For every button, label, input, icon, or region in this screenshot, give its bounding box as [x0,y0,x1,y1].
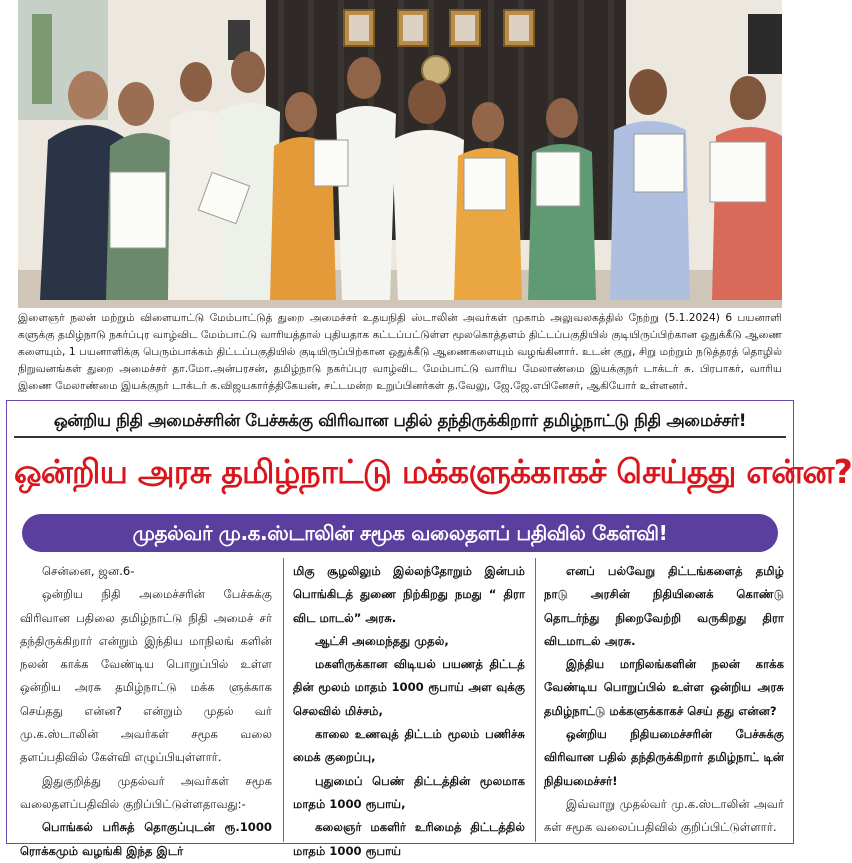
news-photo [18,0,782,308]
paragraph: இதுகுறித்து முதல்வர் அவர்கள் சமூக வலைதளப்பதிவில் குறிப்பிட்டுள்ளதாவது:- [20,773,272,811]
group-photo-illustration [18,0,782,308]
article-banner: முதல்வர் மு.க.ஸ்டாலின் சமூக வலைதளப் பதிவில் கேள்வி! [22,514,778,552]
article-column-2 [293,560,525,858]
paragraph: இவ்வாறு முதல்வர் மு.க.ஸ்டாலின் அவர் கள் சமூக வலைப்பதிவில் குறிப்பிட்டுள்ளார். [544,796,784,835]
column-divider [535,558,536,842]
photo-caption: இளைஞர் நலன் மற்றும் விளையாட்டு மேம்பாட்டுத் துறை அமைச்சர் உதயநிதி ஸ்டாலின் அவர்கள் முகாம் அலுவலகத்தில் நேற்று (5.1.2024) 6 பயனாளி களுக்கு தமிழ்நாடு நகர்ப்புர வாழ்விட மேம்பாட்டு வாரியத்தால் புதியதாக கட்டப்பட்டுள்ள மூலகொத்தளம் திட்டப்பகுதியில் குடியிருப்பிற்கான ஒதுக்கீடு ஆணை களையும், 1 பயனாளிக்கு பெரும்பாக்கம் திட்டப்பகுதியில் குடியிருப்பிற்கான ஒதுக்கீடு ஆணைகளையும் வழங்கினார். உடன் குறு, சிறு மற்றும் நடுத்தரத் தொழில் நிறுவனங்கள் துறை அமைச்சர் தா.மோ.அன்பரசன், தமிழ்நாடு நகர்ப்புர வாழ்விட மேம்பாட்டு வாரிய மேலாண்மை இயக்குநர் டாக்டர் சு. பிரபாகர், வாரிய இணை மேலாண்மை இயக்குநர் டாக்டர் க.விஜயகார்த்திகேயன், சட்டமன்ற உறுப்பினர்கள் த.வேலு, ஜே.ஜே.எபினேசர், ஆகியோர் உள்ளனர். [18,312,782,392]
paragraph: மகளிருக்கான விடியல் பயணத் திட்டத் தின் மூலம் மாதம் 1000 ரூபாய் அள வுக்கு செலவில் மிச்சம், [293,657,525,718]
paragraph: மிகு சூழலிலும் இல்லந்தோறும் இன்பம் பொங்கிடத் துணை நிற்கிறது நமது “ திரா விட மாடல்” அரசு. [293,564,525,625]
paragraph: கலைஞர் மகளிர் உரிமைத் திட்டத்தில் மாதம் 1000 ரூபாய் [293,820,525,858]
article-kicker: ஒன்றிய நிதி அமைச்சரின் பேச்சுக்கு விரிவான பதில் தந்திருக்கிறார் தமிழ்நாட்டு நிதி அமைச்சர்! [14,406,786,438]
paragraph: ஒன்றிய நிதியமைச்சரின் பேச்சுக்கு விரிவான பதில் தந்திருக்கிறார் தமிழ்நாட் டின் நிதியமைச்சர்! [544,727,784,788]
paragraph: காலை உணவுத் திட்டம் மூலம் பணிச்சு மைக் குறைப்பு, [293,727,525,765]
column-divider [283,558,284,842]
paragraph: இந்திய மாநிலங்களின் நலன் காக்க வேண்டிய பொறுப்பில் உள்ள ஒன்றிய அரசு தமிழ்நாட்டு மக்களுக்காகச் செய் தது என்ன? [544,657,784,718]
article-headline: ஒன்றிய அரசு தமிழ்நாட்டு மக்களுக்காகச் செய்தது என்ன? [14,452,852,491]
paragraph: ஆட்சி அமைந்தது முதல், [315,633,449,648]
paragraph: ஒன்றிய நிதி அமைச்சரின் பேச்சுக்கு விரிவான பதிலை தமிழ்நாட்டு நிதி அமைச் சர் தந்திருக்கிறார் என்றும் இந்திய மாநிலங் களின் நலன் காக்க வேண்டிய பொறுப்பில் உள்ள ஒன்றிய அரசு தமிழ்நாட்டு மக்க ளுக்காக செய்தது என்ன? என்றும் முதல் வர் மு.க.ஸ்டாலின் அவர்கள் சமூக வலை தளப்பதிவில் கேள்வி எழுப்பியுள்ளார். [20,587,272,765]
article-column-3 [544,560,784,842]
dateline: சென்னை, ஜன.6- [42,564,135,578]
article-column-1 [20,560,272,858]
paragraph: புதுமைப் பெண் திட்டத்தின் மூலமாக மாதம் 1000 ரூபாய், [293,773,525,811]
paragraph: எனப் பல்வேறு திட்டங்களைத் தமிழ் நாடு அரசின் நிதியினைக் கொண்டு தொடர்ந்து நிறைவேற்றி வருகிறது திரா விடமாடல் அரசு. [544,564,784,648]
paragraph: பொங்கல் பரிசுத் தொகுப்புடன் ரூ.1000 ரொக்கமும் வழங்கி இந்த இடர் [20,820,272,858]
